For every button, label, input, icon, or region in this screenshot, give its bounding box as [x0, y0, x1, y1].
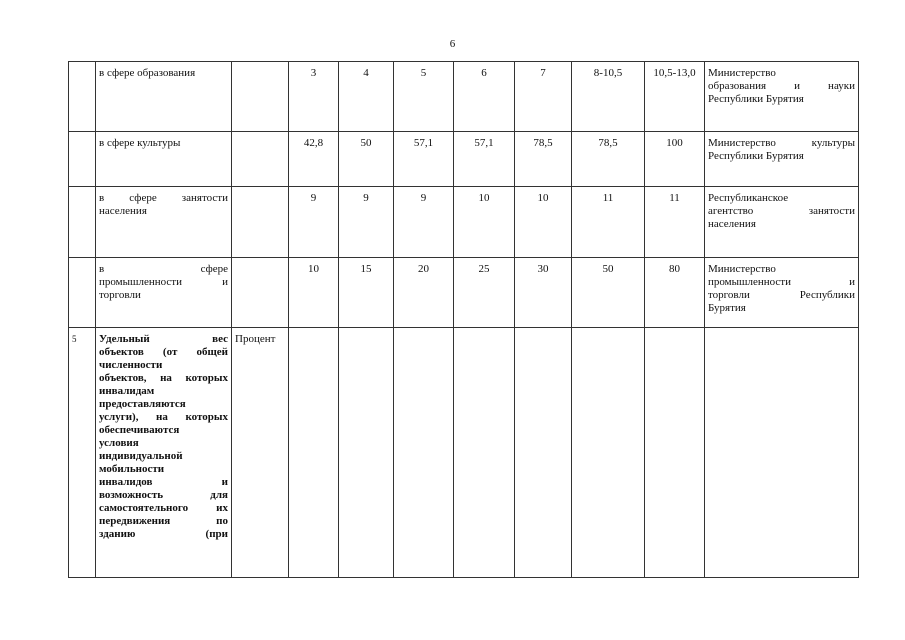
value-cell: 4 [339, 62, 394, 132]
value-cell [572, 328, 645, 578]
row-index [69, 258, 96, 328]
responsible-executor-line: Бурятия [708, 302, 746, 314]
indicator-name-line: обеспечиваются [99, 424, 180, 436]
indicator-name [96, 328, 232, 578]
value-cell: 78,5 [515, 132, 572, 187]
value-cell: 42,8 [289, 132, 339, 187]
indicator-name-line: индивидуальной [99, 450, 183, 462]
value-cell [454, 328, 515, 578]
value-cell: 100 [645, 132, 705, 187]
responsible-executor-line: Министерство [708, 67, 776, 79]
indicator-name-line: в сфере занятости [99, 192, 228, 204]
responsible-executor-line: Республиканское [708, 192, 789, 204]
responsible-executor-line: агентство занятости [708, 205, 855, 217]
value-cell: 9 [394, 187, 454, 258]
responsible-executor [705, 62, 859, 132]
value-cell [289, 328, 339, 578]
value-cell [394, 328, 454, 578]
indicator-name-line: возможность для [99, 489, 228, 501]
responsible-executor-line: торговли Республики [708, 289, 855, 301]
unit-cell [232, 258, 289, 328]
indicator-name-line: зданию (при [99, 528, 228, 540]
indicator-name [96, 187, 232, 258]
indicator-name-line: объектов, на которых [99, 372, 228, 384]
responsible-executor-line: образования и науки [708, 80, 855, 92]
indicator-name-line: самостоятельного их [99, 502, 228, 514]
table-row [69, 258, 859, 328]
indicator-name-line: предоставляются [99, 398, 186, 410]
responsible-executor [705, 328, 859, 578]
responsible-executor-line: Министерство культуры [708, 137, 855, 149]
value-cell: 57,1 [454, 132, 515, 187]
indicator-table [68, 61, 859, 578]
indicator-name-line: торговли [99, 289, 141, 301]
responsible-executor [705, 187, 859, 258]
value-cell: 8-10,5 [572, 62, 645, 132]
value-cell: 80 [645, 258, 705, 328]
responsible-executor-line: Республики Бурятия [708, 93, 804, 105]
page-number: 6 [449, 38, 456, 50]
value-cell: 10 [454, 187, 515, 258]
indicator-name-line: численности [99, 359, 163, 371]
table-row [69, 328, 859, 578]
value-cell: 50 [572, 258, 645, 328]
value-cell: 11 [572, 187, 645, 258]
indicator-name-line: промышленности и [99, 276, 228, 288]
value-cell: 3 [289, 62, 339, 132]
unit-cell: Процент [232, 328, 289, 578]
responsible-executor-line: населения [708, 218, 756, 230]
indicator-name [96, 258, 232, 328]
value-cell: 5 [394, 62, 454, 132]
value-cell: 7 [515, 62, 572, 132]
indicator-name-line: мобильности [99, 463, 165, 475]
responsible-executor [705, 258, 859, 328]
value-cell: 78,5 [572, 132, 645, 187]
value-cell: 6 [454, 62, 515, 132]
indicator-name-line: инвалидов и [99, 476, 228, 488]
value-cell: 15 [339, 258, 394, 328]
value-cell: 10 [289, 258, 339, 328]
row-index: 5 [69, 328, 96, 578]
indicator-name-line: инвалидам [99, 385, 155, 397]
indicator-name-line: передвижения по [99, 515, 228, 527]
indicator-name [96, 62, 232, 132]
table-row [69, 62, 859, 132]
value-cell: 10 [515, 187, 572, 258]
value-cell: 50 [339, 132, 394, 187]
indicator-name-line: объектов (от общей [99, 346, 228, 358]
row-index [69, 62, 96, 132]
value-cell: 9 [289, 187, 339, 258]
responsible-executor-line: Республики Бурятия [708, 150, 804, 162]
indicator-name-line: в сфере образования [99, 67, 196, 79]
unit-cell [232, 187, 289, 258]
responsible-executor [705, 132, 859, 187]
unit-cell [232, 62, 289, 132]
unit-cell [232, 132, 289, 187]
indicator-name-line: Удельный вес [99, 333, 228, 345]
value-cell: 20 [394, 258, 454, 328]
value-cell: 25 [454, 258, 515, 328]
value-cell [339, 328, 394, 578]
table-row [69, 132, 859, 187]
responsible-executor-line: Министерство [708, 263, 776, 275]
row-index [69, 132, 96, 187]
indicator-name-line: условия [99, 437, 139, 449]
indicator-name-line: населения [99, 205, 147, 217]
value-cell: 57,1 [394, 132, 454, 187]
value-cell: 30 [515, 258, 572, 328]
indicator-name-line: в сфере культуры [99, 137, 181, 149]
responsible-executor-line: промышленности и [708, 276, 855, 288]
value-cell: 9 [339, 187, 394, 258]
row-index [69, 187, 96, 258]
indicator-name [96, 132, 232, 187]
value-cell [645, 328, 705, 578]
value-cell: 10,5-13,0 [645, 62, 705, 132]
value-cell [515, 328, 572, 578]
table-row [69, 187, 859, 258]
value-cell: 11 [645, 187, 705, 258]
indicator-name-line: в сфере [99, 263, 228, 275]
indicator-name-line: услуги), на которых [99, 411, 228, 423]
